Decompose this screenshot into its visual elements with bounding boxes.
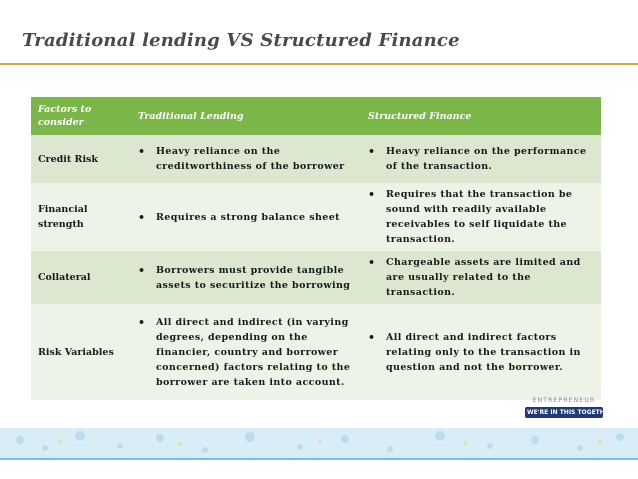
row-factor: Financial strength [31,183,131,251]
structured-text: Heavy reliance on the performance of the transaction. [386,146,587,172]
structured-cell [361,183,601,251]
logo-wordmark: ENTREPRENEUR [532,397,596,404]
table-header-row [31,97,601,135]
traditional-text: All direct and indirect (in varying degrees, depending on the financier, country and borrower concerned) factors relating to the borrower are taken into account. [156,316,351,388]
table-row [31,251,601,304]
bullet-icon: • [138,145,146,158]
structured-cell [361,304,601,400]
traditional-cell [131,251,361,304]
header-structured-finance: Structured Finance [361,97,601,135]
bullet-icon: • [138,315,146,329]
table-row [31,135,601,183]
bullet-icon: • [368,256,376,269]
traditional-text: Borrowers must provide tangible assets to securitize the borrowing [156,264,351,291]
footer-decoration [0,428,638,458]
header-traditional-lending: Traditional Lending [131,97,361,135]
bullet-icon: • [368,188,376,201]
comparison-table-container [31,97,601,400]
footer-pattern [0,428,638,458]
comparison-table [31,97,601,400]
structured-cell [361,135,601,183]
row-factor: Risk Variables [31,304,131,400]
title-divider [0,63,638,65]
bullet-icon: • [138,263,146,277]
traditional-text: Requires a strong balance sheet [156,211,340,223]
footer-line [0,458,638,460]
entrepreneur-logo [525,397,614,421]
bullet-icon: • [368,330,376,344]
bullet-icon: • [368,145,376,158]
structured-text: All direct and indirect factors relating only to the transaction in question and not the borrower. [386,331,581,373]
bullet-icon: • [138,210,146,224]
logo-tagline: WE'RE IN THIS TOGETHER [527,409,614,416]
structured-text: Requires that the transaction be sound with readily available receivables to self liquidate the transaction. [386,189,573,245]
slide-title: Traditional lending VS Structured Finance [22,30,460,51]
structured-cell [361,251,601,304]
row-factor: Credit Risk [31,135,131,183]
table-row [31,183,601,251]
table-row [31,304,601,400]
header-factors: Factors to consider [31,97,131,135]
traditional-cell [131,135,361,183]
traditional-text: Heavy reliance on the creditworthiness of the borrower [156,146,345,172]
traditional-cell [131,183,361,251]
traditional-cell [131,304,361,400]
structured-text: Chargeable assets are limited and are usually related to the transaction. [386,257,581,298]
row-factor: Collateral [31,251,131,304]
